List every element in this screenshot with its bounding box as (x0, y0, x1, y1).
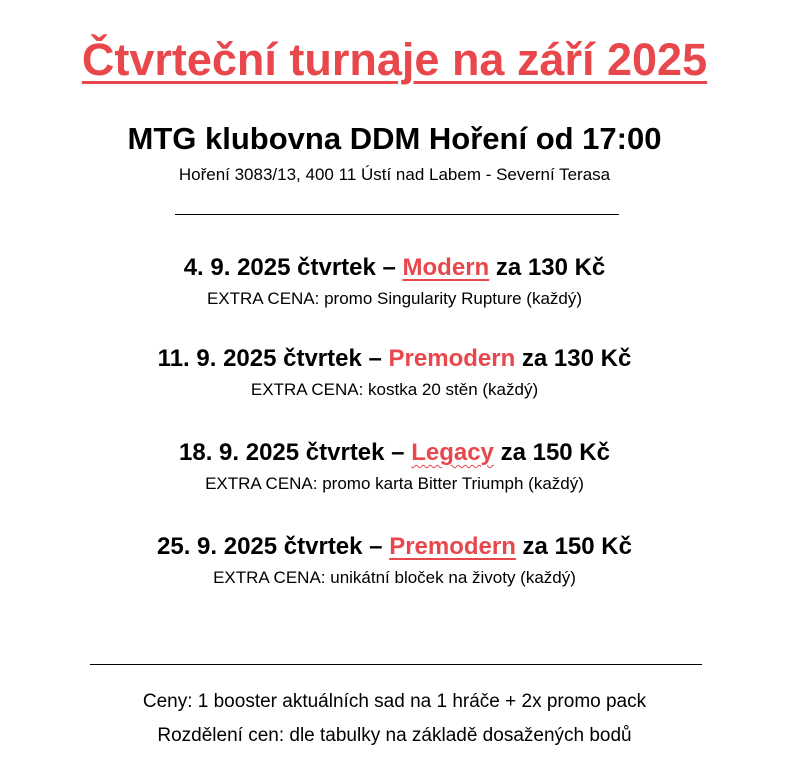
header-divider (175, 214, 619, 215)
venue-address: Hoření 3083/13, 400 11 Ústí nad Labem - Severní Terasa (178, 165, 611, 184)
event-date: 4. 9. 2025 čtvrtek – (183, 254, 403, 281)
event-format: Modern (402, 254, 490, 281)
event-item-1 (0, 251, 789, 311)
event-headline (0, 251, 789, 285)
event-extra-prize: EXTRA CENA: kostka 20 stěn (každý) (250, 380, 539, 399)
event-item-3 (0, 436, 789, 496)
event-price: za 150 Kč (493, 439, 610, 466)
page-title: Čtvrteční turnaje na září 2025 (81, 34, 708, 85)
event-price: za 150 Kč (515, 533, 632, 560)
prizes-note: Ceny: 1 booster aktuálních sad na 1 hráče + 2x promo pack (142, 691, 647, 712)
event-date: 18. 9. 2025 čtvrtek – (179, 439, 412, 466)
prize-distribution-note: Rozdělení cen: dle tabulky na základě dosažených bodů (157, 725, 632, 746)
event-price: za 130 Kč (515, 345, 632, 372)
event-format: Legacy (411, 439, 494, 466)
footer-divider (90, 664, 702, 665)
event-headline (0, 530, 789, 564)
event-extra-prize: EXTRA CENA: unikátní bloček na životy (každý) (213, 568, 576, 587)
event-format: Premodern (389, 533, 516, 560)
event-item-4 (0, 530, 789, 590)
event-headline (0, 436, 789, 470)
event-extra-prize: EXTRA CENA: promo karta Bitter Triumph (každý) (205, 474, 584, 493)
event-date: 25. 9. 2025 čtvrtek – (157, 533, 390, 560)
event-headline (0, 342, 789, 376)
event-price: za 130 Kč (489, 254, 606, 281)
event-item-2 (0, 342, 789, 402)
event-date: 11. 9. 2025 čtvrtek – (157, 345, 389, 372)
event-extra-prize: EXTRA CENA: promo Singularity Rupture (každý) (206, 289, 583, 308)
event-format: Premodern (388, 345, 516, 372)
venue-heading: MTG klubovna DDM Hoření od 17:00 (127, 121, 662, 156)
